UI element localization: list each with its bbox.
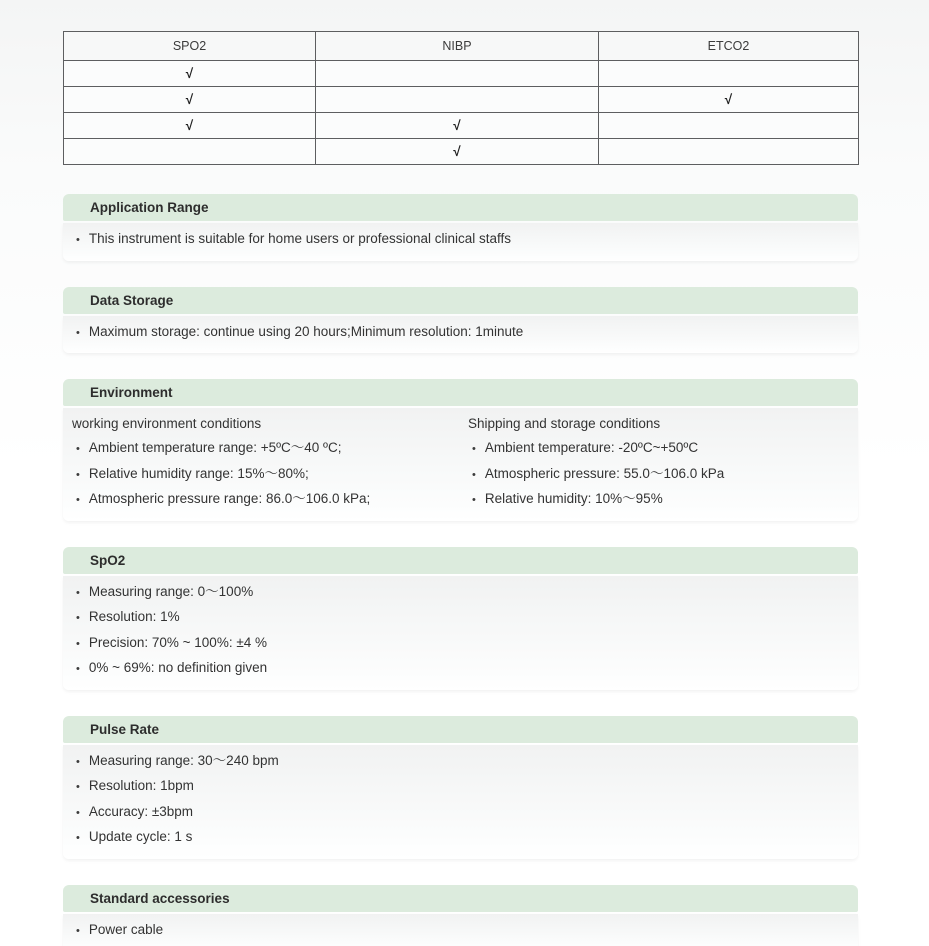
table-header-row	[64, 32, 859, 61]
bullet-item	[63, 436, 459, 462]
bullet-dot: •	[472, 494, 476, 506]
bullet-text: Ambient temperature: -20ºC~+50ºC	[484, 440, 699, 455]
section-content	[63, 408, 858, 521]
bullet-text: Measuring range: 0～100%	[88, 583, 254, 599]
bullet-dot: •	[76, 924, 80, 937]
bullet-item	[459, 462, 848, 488]
bullet-text: Atmospheric pressure range: 86.0～106.0 kPa;	[88, 491, 371, 506]
section-header	[63, 885, 858, 912]
bullet-item	[459, 436, 848, 462]
table-cell-check: √	[64, 113, 316, 139]
table-cell-empty	[64, 139, 316, 165]
table-cell-check: √	[64, 61, 316, 87]
bullet-item	[63, 462, 459, 488]
table-header-cell: ETCO2	[599, 32, 859, 61]
bullet-list	[459, 436, 848, 513]
section-content	[63, 223, 858, 261]
bullet-text: Resolution: 1%	[88, 609, 180, 624]
bullet-item	[63, 749, 848, 775]
bullet-dot: •	[76, 468, 80, 481]
bullet-item	[63, 800, 848, 826]
bullet-text: Measuring range: 30～240 bpm	[88, 752, 279, 768]
section-header	[63, 287, 858, 314]
bullet-item	[63, 774, 848, 800]
table-row	[64, 113, 859, 139]
bullet-dot: •	[472, 443, 476, 455]
bullet-list	[63, 227, 848, 253]
bullet-list	[63, 320, 848, 346]
section	[63, 379, 858, 521]
section-content	[63, 316, 858, 354]
bullet-dot: •	[76, 781, 80, 793]
bullet-item	[459, 487, 848, 513]
bullet-list	[63, 580, 848, 682]
bullet-dot: •	[472, 468, 476, 481]
bullet-text: Precision: 70% ~ 100%: ±4 %	[88, 634, 267, 650]
bullet-text: Maximum storage: continue using 20 hours;Minimum resolution: 1minute	[88, 323, 524, 339]
section	[63, 885, 858, 946]
section-header	[63, 194, 858, 221]
bullet-dot: •	[76, 494, 80, 506]
bullet-item	[63, 918, 848, 944]
bullet-text: Resolution: 1bpm	[88, 778, 194, 793]
section-content	[63, 576, 858, 690]
spec-table	[63, 31, 859, 165]
bullet-dot: •	[76, 755, 80, 768]
bullet-text: Atmospheric pressure: 55.0～106.0 kPa	[484, 465, 725, 481]
environment-columns	[63, 412, 848, 513]
table-cell-check: √	[64, 87, 316, 113]
bullet-dot: •	[76, 443, 80, 455]
section-header	[63, 716, 858, 743]
table-cell-empty	[316, 87, 599, 113]
table-cell-empty	[599, 61, 859, 87]
bullet-list	[63, 918, 848, 944]
column-heading: working environment conditions	[72, 416, 262, 431]
bullet-dot: •	[76, 586, 80, 599]
bullet-item	[63, 631, 848, 657]
section-title: Environment	[90, 385, 173, 400]
bullet-item	[63, 580, 848, 606]
bullet-list	[63, 436, 459, 513]
section-title: Standard accessories	[90, 890, 230, 906]
bullet-item	[63, 487, 459, 513]
table-cell-empty	[599, 113, 859, 139]
bullet-dot: •	[76, 612, 80, 624]
bullet-dot: •	[76, 663, 80, 675]
section-title: SpO2	[90, 552, 126, 568]
table-cell-check: √	[599, 87, 859, 113]
bullet-dot: •	[76, 832, 80, 844]
section-header	[63, 547, 858, 574]
table-header-cell: NIBP	[316, 32, 599, 61]
bullet-item	[63, 320, 848, 346]
section-title: Data Storage	[90, 292, 174, 308]
bullet-dot: •	[76, 234, 80, 246]
bullet-text: Power cable	[88, 921, 164, 937]
bullet-item	[63, 605, 848, 631]
table-cell-empty	[599, 139, 859, 165]
bullet-item	[63, 227, 848, 253]
table-row	[64, 139, 859, 165]
bullet-dot: •	[76, 806, 80, 819]
table-row	[64, 61, 859, 87]
table-row	[64, 87, 859, 113]
section-content	[63, 914, 858, 946]
table-cell-check: √	[316, 113, 599, 139]
bullet-dot: •	[76, 637, 80, 650]
bullet-text: This instrument is suitable for home users or professional clinical staffs	[88, 231, 512, 246]
table-cell-check: √	[316, 139, 599, 165]
table-cell-empty	[316, 61, 599, 87]
section-title: Application Range	[90, 200, 209, 215]
bullet-item	[63, 656, 848, 682]
bullet-item	[63, 825, 848, 851]
section	[63, 547, 858, 690]
env-column-shipping	[459, 412, 848, 513]
section	[63, 287, 858, 354]
sections-container	[63, 194, 858, 946]
bullet-text: Relative humidity: 10%～95%	[484, 491, 663, 506]
section-title: Pulse Rate	[90, 721, 160, 737]
column-heading: Shipping and storage conditions	[468, 416, 661, 431]
bullet-list	[63, 749, 848, 851]
bullet-text: Accuracy: ±3bpm	[88, 803, 194, 819]
env-column-working	[63, 412, 459, 513]
section-header	[63, 379, 858, 406]
table-body	[64, 61, 859, 165]
section	[63, 716, 858, 859]
bullet-dot: •	[76, 326, 80, 339]
section	[63, 194, 858, 261]
bullet-text: 0% ~ 69%: no definition given	[88, 660, 268, 675]
bullet-text: Update cycle: 1 s	[88, 829, 193, 844]
section-content	[63, 745, 858, 859]
bullet-text: Relative humidity range: 15%～80%;	[88, 465, 309, 481]
table-header-cell: SPO2	[64, 32, 316, 61]
bullet-text: Ambient temperature range: +5ºC～40 ºC;	[88, 440, 342, 455]
